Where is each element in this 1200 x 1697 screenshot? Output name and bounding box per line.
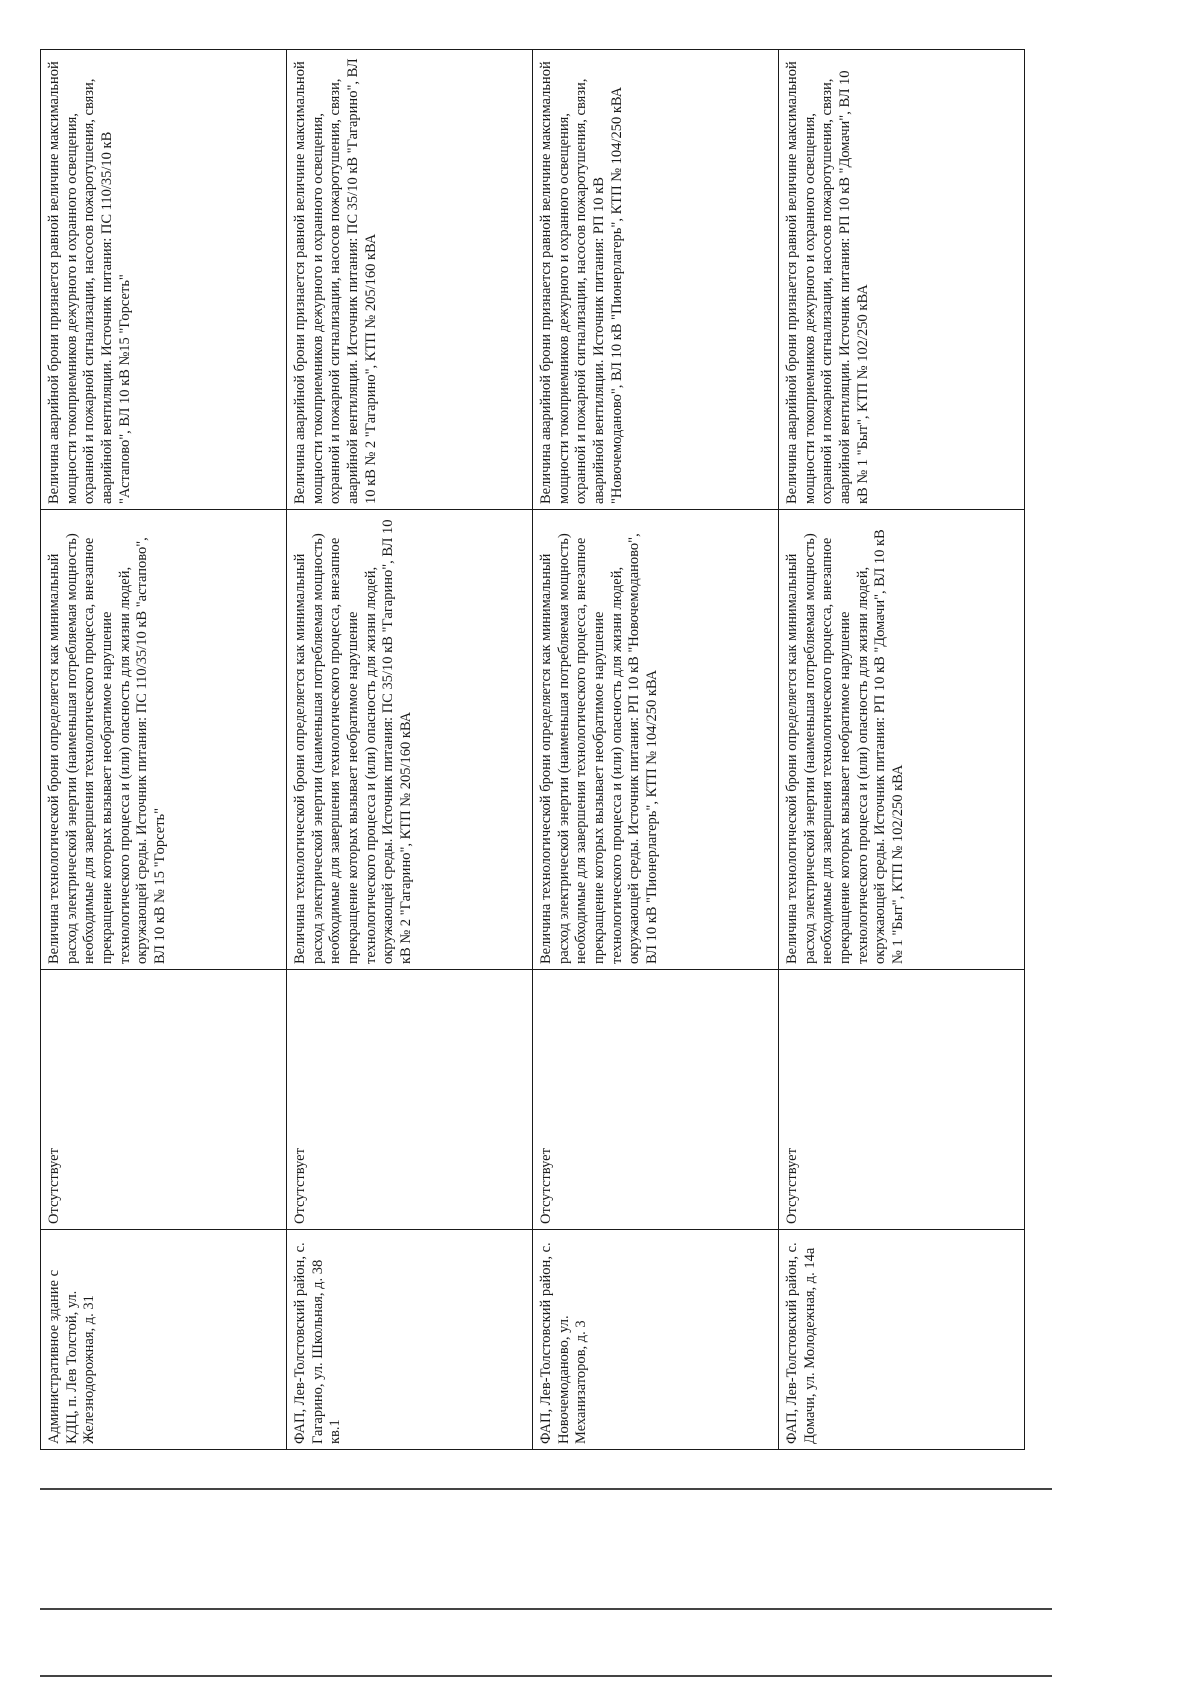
emergency-reserve-cell: Величина аварийной брони признается равной величине максимальной мощности токоприемников дежурного и охранного освещения, охранной и пожарной сигнализации, насосов пожаротушения, связи, аварийной вентиляции. Источник питания: ПС 35/10 кВ "Гагарино", ВЛ 10 кВ № 2 "Гагарино", КТП № 205/160 кВА xyxy=(287,50,533,510)
table-row xyxy=(41,50,287,1450)
reserve-table xyxy=(40,49,1025,1450)
emergency-reserve-cell: Величина аварийной брони признается равной величине максимальной мощности токоприемников дежурного и охранного освещения, охранной и пожарной сигнализации, насосов пожаротушения, связи, аварийной вентиляции. Источник питания: ПС 110/35/10 кВ "Астапово", ВЛ 10 кВ №15 "Горсеть" xyxy=(41,50,287,510)
separator-line xyxy=(40,1675,1052,1677)
separator-line xyxy=(40,1488,1052,1490)
object-cell: ФАП, Лев-Толстовский район, с. Новочемоданово, ул. Механизаторов, д. 3 xyxy=(533,1230,779,1450)
emergency-reserve-cell: Величина аварийной брони признается равной величине максимальной мощности токоприемников дежурного и охранного освещения, охранной и пожарной сигнализации, насосов пожаротушения, связи, аварийной вентиляции. Источник питания: РП 10 кВ "Новочемоданово", ВЛ 10 кВ "Пионерлагерь", КТП № 104/250 кВА xyxy=(533,50,779,510)
object-cell: ФАП, Лев-Толстовский район, с. Домачи, ул. Молодежная, д. 14а xyxy=(779,1230,1025,1450)
object-cell: Административное здание с КДЦ, п. Лев Толстой, ул. Железнодорожная, д. 31 xyxy=(41,1230,287,1450)
table-row xyxy=(287,50,533,1450)
separator-line xyxy=(40,1608,1052,1610)
table-row xyxy=(779,50,1025,1450)
tech-reserve-cell: Величина технологической брони определяется как минимальный расход электрической энергии (наименьшая потребляемая мощность) необходимые для завершения технологического процесса, внезапное прекращение которых вызывает необратимое нарушение технологического процесса и (или) опасность для жизни людей, окружающей среды. Источник питания: ПС 110/35/10 кВ "астапово", ВЛ 10 кВ № 15 "Горсеть" xyxy=(41,510,287,970)
tech-reserve-cell: Величина технологической брони определяется как минимальный расход электрической энергии (наименьшая потребляемая мощность) необходимые для завершения технологического процесса, внезапное прекращение которых вызывает необратимое нарушение технологического процесса и (или) опасность для жизни людей, окружающей среды. Источник питания: РП 10 кВ "Домачи", ВЛ 10 кВ № 1 "Быт", КТП № 102/250 кВА xyxy=(779,510,1025,970)
emergency-reserve-cell: Величина аварийной брони признается равной величине максимальной мощности токоприемников дежурного и охранного освещения, охранной и пожарной сигнализации, насосов пожаротушения, связи, аварийной вентиляции. Источник питания: РП 10 кВ "Домачи", ВЛ 10 кВ № 1 "Быт", КТП № 102/250 кВА xyxy=(779,50,1025,510)
object-cell: ФАП, Лев-Толстовский район, с. Гагарино, ул. Школьная, д. 38 кв.1 xyxy=(287,1230,533,1450)
tech-reserve-cell: Величина технологической брони определяется как минимальный расход электрической энергии (наименьшая потребляемая мощность) необходимые для завершения технологического процесса, внезапное прекращение которых вызывает необратимое нарушение технологического процесса и (или) опасность для жизни людей, окружающей среды. Источник питания: ПС 35/10 кВ "Гагарино", ВЛ 10 кВ № 2 "Гагарино", КТП № 205/160 кВА xyxy=(287,510,533,970)
presence-cell: Отсутствует xyxy=(533,970,779,1230)
presence-cell: Отсутствует xyxy=(779,970,1025,1230)
table-row xyxy=(533,50,779,1450)
presence-cell: Отсутствует xyxy=(287,970,533,1230)
rotated-page xyxy=(40,50,1040,1450)
tech-reserve-cell: Величина технологической брони определяется как минимальный расход электрической энергии (наименьшая потребляемая мощность) необходимые для завершения технологического процесса, внезапное прекращение которых вызывает необратимое нарушение технологического процесса и (или) опасность для жизни людей, окружающей среды. Источник питания: РП 10 кВ "Новочемоданово", ВЛ 10 кВ "Пионерлагерь", КТП № 104/250 кВА xyxy=(533,510,779,970)
presence-cell: Отсутствует xyxy=(41,970,287,1230)
